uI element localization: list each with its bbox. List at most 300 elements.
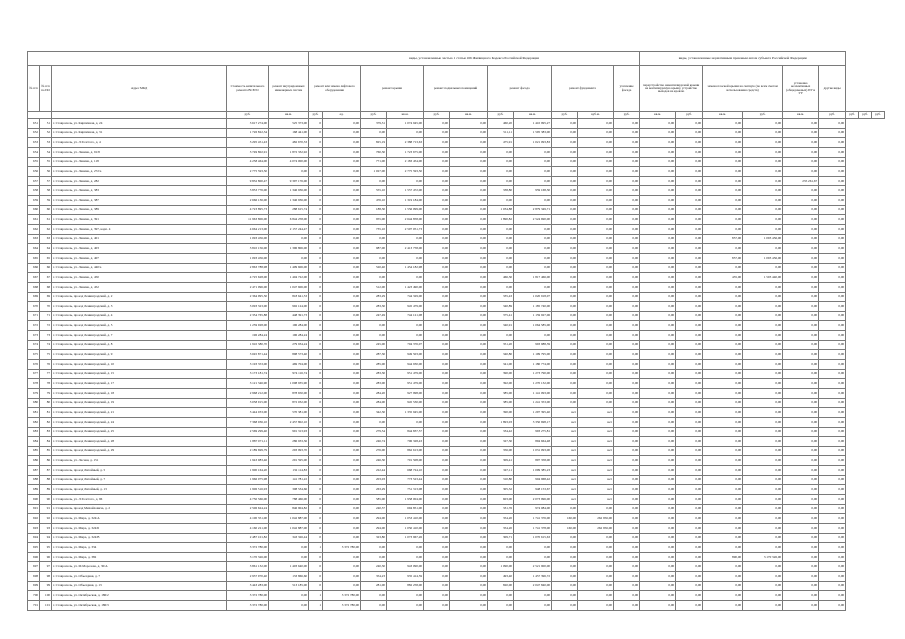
value-cell: 283,00 <box>361 379 387 389</box>
value-cell: 0,00 <box>552 591 578 601</box>
value-cell: 0,00 <box>424 427 450 437</box>
value-cell: 0,00 <box>640 157 676 167</box>
value-cell: 0,00 <box>424 292 450 302</box>
value-cell: 133 866,60 <box>269 572 309 582</box>
value-cell: 203,03 <box>361 475 387 485</box>
value-cell: 90 <box>40 494 52 504</box>
value-cell: 0,00 <box>424 128 450 138</box>
value-cell: 0,00 <box>640 427 676 437</box>
value-cell: 1 141 093,00 <box>514 388 552 398</box>
value-cell: 0,00 <box>743 466 783 476</box>
value-cell: 66 <box>40 263 52 273</box>
value-cell: 0,00 <box>783 215 819 225</box>
value-cell: 283,30 <box>361 369 387 379</box>
table-row <box>28 244 885 254</box>
table-row <box>28 369 885 379</box>
value-cell: 247,49 <box>361 311 387 321</box>
address-cell: г. Ставрополь, ул. М.Морозова, д. 30/А <box>52 562 227 572</box>
value-cell: 1 557 472,00 <box>387 186 424 196</box>
value-cell: 1 966 075,98 <box>227 475 269 485</box>
value-cell: 0,00 <box>819 205 846 215</box>
address-cell: г. Ставрополь, проезд Ленинградский, д. 21 <box>52 408 227 418</box>
value-cell: 0,00 <box>640 523 676 533</box>
address-cell: г. Ставрополь, ул. Мира, д. 334 <box>52 543 227 553</box>
value-cell: 690 <box>28 494 40 504</box>
value-cell: 0,00 <box>424 157 450 167</box>
value-cell: 0 <box>309 466 323 476</box>
value-cell: 64 <box>40 244 52 254</box>
value-cell: 0,00 <box>614 321 640 331</box>
value-cell: 688 <box>28 475 40 485</box>
value-cell: 0,00 <box>450 601 488 611</box>
value-cell: 0,00 <box>819 128 846 138</box>
value-cell: 0,00 <box>269 543 309 553</box>
table-row <box>28 504 885 514</box>
value-cell: нет <box>578 446 614 456</box>
value-cell: 263,29 <box>361 485 387 495</box>
value-cell: 0,00 <box>578 225 614 235</box>
value-cell: 0,00 <box>676 331 703 341</box>
value-cell: нет <box>552 437 578 447</box>
value-cell: 2 364 995,50 <box>227 292 269 302</box>
value-cell: 0,00 <box>552 205 578 215</box>
value-cell: 0,00 <box>783 408 819 418</box>
address-cell: г. Ставрополь, ул. Кирпичная, д. 31 <box>52 128 227 138</box>
value-cell: 0,00 <box>424 562 450 572</box>
repair-cost-table <box>27 51 885 611</box>
value-cell: 0,00 <box>450 591 488 601</box>
value-cell: 0,00 <box>783 552 819 562</box>
value-cell: 0,00 <box>424 321 450 331</box>
value-cell: 0,00 <box>323 119 361 129</box>
value-cell: 0,00 <box>424 398 450 408</box>
value-cell: нет <box>578 427 614 437</box>
value-cell: 0,00 <box>614 417 640 427</box>
table-row <box>28 398 885 408</box>
value-cell: 0,00 <box>783 533 819 543</box>
value-cell: 0,00 <box>819 302 846 312</box>
value-cell: 385,00 <box>488 388 514 398</box>
value-cell: 0,00 <box>450 263 488 273</box>
value-cell: 0 <box>309 196 323 206</box>
value-cell: 82 <box>40 417 52 427</box>
value-cell: 0,00 <box>614 302 640 312</box>
table-row <box>28 196 885 206</box>
value-cell: 2 666 136,00 <box>227 196 269 206</box>
header-federal-group: виды, установленные частью 1 статьи 166 Жилищного Кодекса Российской Федерации <box>309 52 640 66</box>
value-cell: 0,00 <box>703 601 743 611</box>
capital-repair-sheet <box>27 51 885 611</box>
value-cell: 0,00 <box>578 205 614 215</box>
value-cell: 0 <box>309 523 323 533</box>
value-cell: 0,00 <box>676 494 703 504</box>
value-cell: 0,00 <box>819 543 846 553</box>
value-cell: 0,00 <box>703 388 743 398</box>
value-cell: 3 170 326,00 <box>227 552 269 562</box>
value-cell: 0,00 <box>640 350 676 360</box>
table-row <box>28 417 885 427</box>
value-cell: 0,00 <box>323 446 361 456</box>
value-cell: 0,00 <box>783 388 819 398</box>
value-cell: 0,00 <box>640 321 676 331</box>
value-cell: 0,00 <box>578 504 614 514</box>
value-cell: 0,00 <box>488 234 514 244</box>
value-cell: 3 372 780,00 <box>323 543 361 553</box>
value-cell: 683 <box>28 427 40 437</box>
value-cell: 0,00 <box>424 282 450 292</box>
value-cell: 0,00 <box>614 398 640 408</box>
value-cell: 0,00 <box>783 466 819 476</box>
value-cell: 340,91 <box>488 321 514 331</box>
value-cell: 666 <box>28 263 40 273</box>
value-cell: 1 410 995,27 <box>514 119 552 129</box>
value-cell: нет <box>578 475 614 485</box>
value-cell: 0,00 <box>578 398 614 408</box>
unit-cell: руб. <box>614 112 640 119</box>
value-cell: 310,80 <box>488 475 514 485</box>
value-cell: 951 479,00 <box>387 379 424 389</box>
value-cell: 0,00 <box>703 504 743 514</box>
value-cell: 0,00 <box>640 388 676 398</box>
address-cell: г. Ставрополь, ул. Мира, д. 324/А <box>52 514 227 524</box>
value-cell: 309,41 <box>488 456 514 466</box>
value-cell: 0,00 <box>578 215 614 225</box>
value-cell: 682 <box>28 417 40 427</box>
value-cell: 0,00 <box>783 205 819 215</box>
value-cell: 240,30 <box>361 562 387 572</box>
value-cell: 0,00 <box>424 253 450 263</box>
value-cell: 0,00 <box>424 437 450 447</box>
value-cell: 0,00 <box>578 340 614 350</box>
value-cell: 0,00 <box>552 225 578 235</box>
value-cell: 585,00 <box>361 494 387 504</box>
value-cell: 0,00 <box>450 215 488 225</box>
value-cell: 0,00 <box>450 167 488 177</box>
value-cell: 0,00 <box>514 176 552 186</box>
value-cell: 390,00 <box>488 369 514 379</box>
value-cell: 0,00 <box>387 552 424 562</box>
value-cell: 0,00 <box>676 186 703 196</box>
value-cell: 0,00 <box>424 523 450 533</box>
value-cell: 0,00 <box>552 369 578 379</box>
value-cell: 0,00 <box>819 321 846 331</box>
value-cell: 0,00 <box>743 196 783 206</box>
value-cell: 245,00 <box>361 340 387 350</box>
table-row <box>28 128 885 138</box>
value-cell: 0,00 <box>450 205 488 215</box>
value-cell: 0,00 <box>614 157 640 167</box>
table-row <box>28 379 885 389</box>
value-cell: 0,00 <box>387 253 424 263</box>
address-cell: г. Ставрополь, ул. Объездная, д. 13 <box>52 581 227 591</box>
value-cell: 701 508,00 <box>387 456 424 466</box>
value-cell: 0,00 <box>514 282 552 292</box>
value-cell: 0,00 <box>703 523 743 533</box>
value-cell: 0,00 <box>743 263 783 273</box>
value-cell: 684 <box>28 437 40 447</box>
header-facade: ремонт фасада <box>488 66 552 112</box>
value-cell: 0,00 <box>743 244 783 254</box>
value-cell: 0,00 <box>578 591 614 601</box>
value-cell: 0,00 <box>424 186 450 196</box>
value-cell: 482 670,33 <box>269 138 309 148</box>
value-cell: 0,00 <box>703 157 743 167</box>
value-cell: 1 047 606,00 <box>269 282 309 292</box>
value-cell: 0,00 <box>676 591 703 601</box>
value-cell: 0 <box>309 514 323 524</box>
value-cell: 335,43 <box>488 292 514 302</box>
value-cell: 974 116,74 <box>269 369 309 379</box>
value-cell: 59 <box>40 196 52 206</box>
value-cell: 0,00 <box>819 379 846 389</box>
value-cell: 0,00 <box>703 533 743 543</box>
value-cell: 660 <box>28 205 40 215</box>
value-cell: 0,00 <box>676 543 703 553</box>
value-cell: 4 664 213,00 <box>227 225 269 235</box>
value-cell: 0,00 <box>783 167 819 177</box>
value-cell: 0,00 <box>614 552 640 562</box>
header-foundation: ремонт фундамента <box>552 66 614 112</box>
address-cell: г. Ставрополь, проезд Ленинградский, д. 7 <box>52 331 227 341</box>
value-cell: 9 832 800,47 <box>227 176 269 186</box>
value-cell: 0,00 <box>676 215 703 225</box>
table-row <box>28 572 885 582</box>
value-cell: 0,00 <box>783 253 819 263</box>
value-cell: 0,00 <box>743 494 783 504</box>
value-cell: 0,00 <box>819 360 846 370</box>
value-cell: 0,00 <box>450 138 488 148</box>
value-cell: 0,00 <box>676 350 703 360</box>
value-cell: 84 <box>40 437 52 447</box>
value-cell: нет <box>578 417 614 427</box>
value-cell: 0,00 <box>614 446 640 456</box>
value-cell: 0,00 <box>640 369 676 379</box>
value-cell: 0,00 <box>424 581 450 591</box>
value-cell: 0,00 <box>488 552 514 562</box>
value-cell: 0,00 <box>361 253 387 263</box>
value-cell: 70 <box>40 302 52 312</box>
value-cell: 0,00 <box>552 552 578 562</box>
value-cell: 993 988,39 <box>514 340 552 350</box>
table-row <box>28 225 885 235</box>
address-cell: г. Ставрополь, ул. Ленина, д. 403 <box>52 244 227 254</box>
value-cell: 0,00 <box>676 466 703 476</box>
value-cell: 460,20 <box>488 119 514 129</box>
value-cell: 0,00 <box>450 244 488 254</box>
value-cell: 94 <box>40 533 52 543</box>
value-cell: 0,00 <box>424 147 450 157</box>
value-cell: 0,00 <box>783 244 819 254</box>
value-cell: 3 617 274,00 <box>227 119 269 129</box>
value-cell: 0,00 <box>323 466 361 476</box>
value-cell: 0 <box>309 186 323 196</box>
value-cell: 0,00 <box>552 388 578 398</box>
value-cell: 0,00 <box>676 147 703 157</box>
value-cell: 305,32 <box>488 485 514 495</box>
address-cell: г. Ставрополь, ул. Ленина, д. 401 <box>52 234 227 244</box>
value-cell: 309,71 <box>488 533 514 543</box>
value-cell: 76 <box>40 360 52 370</box>
value-cell: 0,00 <box>387 417 424 427</box>
address-cell: г. Ставрополь, ул. Ленина, д. 272/а <box>52 167 227 177</box>
value-cell: 0,00 <box>578 157 614 167</box>
value-cell: 0,00 <box>387 591 424 601</box>
value-cell: 0,00 <box>323 205 361 215</box>
value-cell: 0 <box>309 408 323 418</box>
value-cell: 0,00 <box>488 244 514 254</box>
value-cell: 0,00 <box>640 244 676 254</box>
value-cell: 0,00 <box>387 321 424 331</box>
value-cell: 0,00 <box>640 302 676 312</box>
value-cell: 0,00 <box>819 475 846 485</box>
value-cell: 323,80 <box>361 533 387 543</box>
value-cell: 0,00 <box>514 601 552 611</box>
table-row <box>28 350 885 360</box>
value-cell: 0,00 <box>703 176 743 186</box>
value-cell: 0,00 <box>640 398 676 408</box>
value-cell: 0,00 <box>552 340 578 350</box>
value-cell: 0,00 <box>424 340 450 350</box>
value-cell: 0,00 <box>323 572 361 582</box>
value-cell: 0,00 <box>424 552 450 562</box>
value-cell: 3 810 156,00 <box>227 244 269 254</box>
value-cell: 0,00 <box>819 533 846 543</box>
value-cell: 2 506 624,24 <box>227 504 269 514</box>
table-row <box>28 119 885 129</box>
value-cell: 0,00 <box>424 408 450 418</box>
value-cell: 0,00 <box>640 253 676 263</box>
value-cell: 0,00 <box>552 147 578 157</box>
value-cell: 0,00 <box>450 581 488 591</box>
value-cell: 0,00 <box>783 263 819 273</box>
value-cell: 0,00 <box>323 360 361 370</box>
value-cell: 991 313,93 <box>269 427 309 437</box>
value-cell: 0,00 <box>424 176 450 186</box>
value-cell: 0,00 <box>676 388 703 398</box>
value-cell: 2 879 349,71 <box>514 205 552 215</box>
value-cell: 293 993,70 <box>269 446 309 456</box>
value-cell: 0,00 <box>424 360 450 370</box>
value-cell: 0,00 <box>514 157 552 167</box>
value-cell: 0,00 <box>783 398 819 408</box>
value-cell: 60 <box>40 205 52 215</box>
value-cell: 651 <box>28 119 40 129</box>
value-cell: 0,00 <box>703 244 743 254</box>
value-cell: 0,00 <box>424 244 450 254</box>
value-cell: 0,00 <box>640 292 676 302</box>
value-cell: 0,00 <box>552 253 578 263</box>
value-cell: 0,00 <box>676 282 703 292</box>
address-cell: г. Ставрополь, ул. Ленина, д. 118 <box>52 157 227 167</box>
value-cell: 342,30 <box>361 408 387 418</box>
address-cell: г. Ставрополь, ул. Мира, д. 324/Б <box>52 523 227 533</box>
table-header <box>28 52 885 119</box>
value-cell: 0,00 <box>703 331 743 341</box>
value-cell: 3 193 353,00 <box>227 360 269 370</box>
value-cell: 0,00 <box>783 427 819 437</box>
value-cell: 0,00 <box>552 302 578 312</box>
value-cell: 196 284,00 <box>269 321 309 331</box>
header-lift: ремонт или замена лифтового оборудования <box>309 66 361 112</box>
value-cell: 0,00 <box>323 311 361 321</box>
value-cell: 525 373,00 <box>269 119 309 129</box>
value-cell: 669 <box>28 292 40 302</box>
value-cell: 0,00 <box>614 350 640 360</box>
value-cell: 52 <box>40 128 52 138</box>
value-cell: 0,00 <box>552 543 578 553</box>
value-cell: 1 297 395,40 <box>514 408 552 418</box>
value-cell: 0,00 <box>578 128 614 138</box>
value-cell: 0,00 <box>783 417 819 427</box>
value-cell: 0,00 <box>269 253 309 263</box>
value-cell: 0,00 <box>819 446 846 456</box>
value-cell: 466,30 <box>488 273 514 283</box>
value-cell: 0,00 <box>819 523 846 533</box>
value-cell: 0,00 <box>614 485 640 495</box>
value-cell: 0,00 <box>578 350 614 360</box>
value-cell: 0,00 <box>614 128 640 138</box>
value-cell: 0,00 <box>783 446 819 456</box>
value-cell: 0 <box>309 234 323 244</box>
value-cell: 0,00 <box>703 514 743 524</box>
table-row <box>28 494 885 504</box>
value-cell: 0,00 <box>323 340 361 350</box>
value-cell: 0,00 <box>450 494 488 504</box>
value-cell: 689 <box>28 485 40 495</box>
value-cell: 0,00 <box>819 437 846 447</box>
value-cell: 0,00 <box>578 138 614 148</box>
value-cell: 4 100 351,00 <box>227 514 269 524</box>
value-cell: 0,00 <box>614 167 640 177</box>
value-cell: 0,00 <box>819 234 846 244</box>
value-cell: 0,00 <box>424 591 450 601</box>
value-cell: 773 523,44 <box>387 475 424 485</box>
address-cell: г. Ставрополь, проезд Литейный, д. 7 <box>52 475 227 485</box>
value-cell: 697 <box>28 562 40 572</box>
value-cell: 0,00 <box>783 523 819 533</box>
table-row <box>28 408 885 418</box>
value-cell: 0 <box>309 263 323 273</box>
value-cell: 283,29 <box>361 292 387 302</box>
value-cell: 0,00 <box>552 282 578 292</box>
address-cell: г. Ставрополь, ул. Октябрьская, д. 186/3 <box>52 601 227 611</box>
value-cell: 1 723 675,00 <box>387 147 424 157</box>
value-cell: 132 114,83 <box>269 466 309 476</box>
header-heat: замена плоской крыши на скатную (по всем сметам использования средств) <box>703 66 783 112</box>
value-cell: 0,00 <box>450 514 488 524</box>
value-cell: 0,00 <box>614 533 640 543</box>
value-cell: 1 008 935,90 <box>269 379 309 389</box>
value-cell: 0,00 <box>578 119 614 129</box>
value-cell: 1 900 164,20 <box>227 466 269 476</box>
value-cell: 0,00 <box>819 494 846 504</box>
value-cell: 0,00 <box>552 379 578 389</box>
value-cell: 0,00 <box>387 331 424 341</box>
value-cell: 0,00 <box>783 572 819 582</box>
value-cell: 658 <box>28 186 40 196</box>
value-cell: 0,00 <box>640 119 676 129</box>
value-cell: 699 <box>28 581 40 591</box>
value-cell: 0,00 <box>783 591 819 601</box>
value-cell: 0,00 <box>783 475 819 485</box>
value-cell: 0,00 <box>676 273 703 283</box>
value-cell: 0,00 <box>640 225 676 235</box>
value-cell: 92 <box>40 514 52 524</box>
value-cell: 0,00 <box>514 591 552 601</box>
value-cell: 1 <box>309 591 323 601</box>
value-cell: 0,00 <box>743 157 783 167</box>
value-cell: 0,00 <box>676 552 703 562</box>
